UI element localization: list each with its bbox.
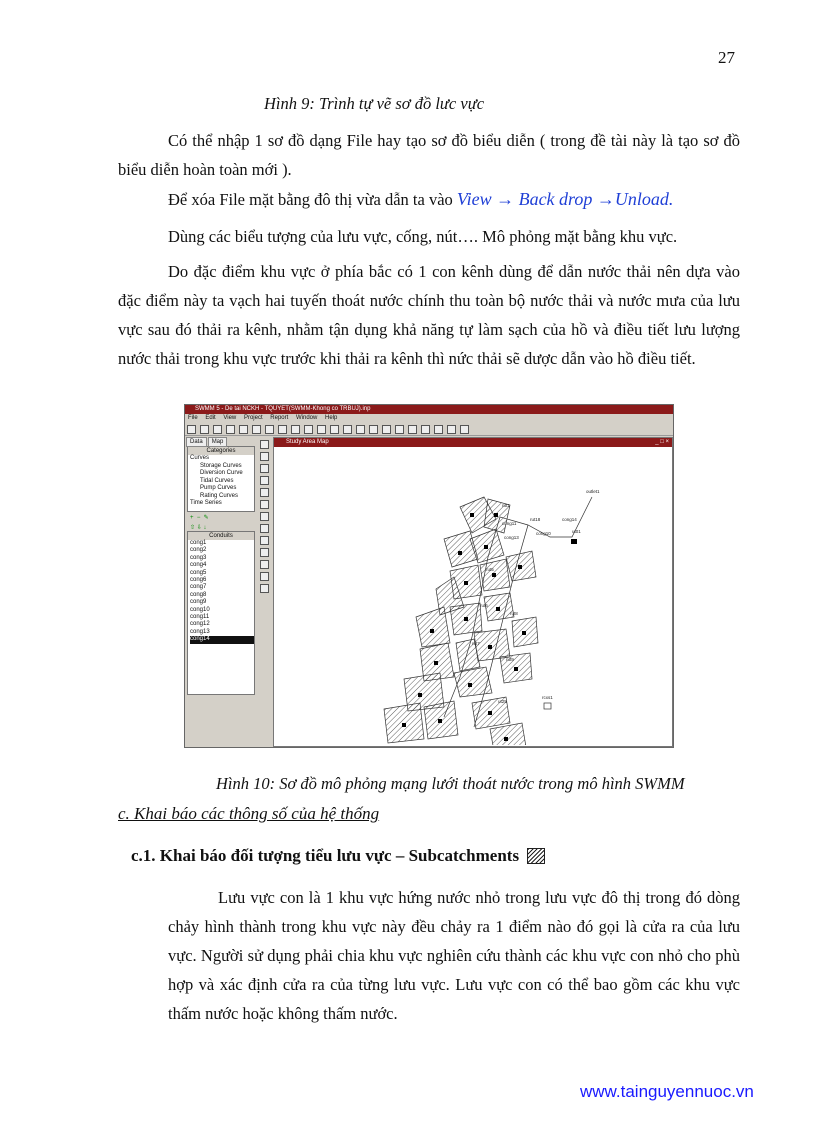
menu-view: View <box>223 415 237 421</box>
tree-item: Rating Curves <box>200 492 239 499</box>
swmm-screenshot <box>184 404 674 748</box>
map-label: rut18 <box>530 517 541 522</box>
map-label: ut01 <box>572 529 581 534</box>
tree-item: Tidal Curves <box>200 477 234 484</box>
categories-title: Categories <box>188 447 254 455</box>
map-label: rut6 <box>480 603 488 608</box>
map-label: rut7 <box>472 641 480 646</box>
list-item: cong5 <box>190 569 207 576</box>
figure-10-caption: Hình 10: Sơ đồ mô phỏng mạng lưới thoát nước trong mô hình SWMM <box>216 774 685 793</box>
conduits-title: Conduits <box>188 532 254 540</box>
map-label: cong14 <box>562 517 577 522</box>
section-heading-c1 <box>131 846 545 866</box>
map-label: rut5 <box>486 567 494 572</box>
map-label: ut25 <box>498 699 507 704</box>
list-item-selected: cong14 <box>190 636 254 643</box>
menu-edit: Edit <box>205 415 216 421</box>
menu-project: Project <box>243 415 263 421</box>
list-item: cong9 <box>190 599 207 606</box>
figure-9-caption: Hình 9: Trình tự vẽ sơ đồ lưc vực <box>264 94 485 113</box>
study-area-map: Study Area Map _ □ × outlet1 cong14 rut1 rut18 cong11 cong10 cong13 ut01 rut5 rut6 rut7 rut8 rut9 ut25 rcxs1 <box>273 437 673 747</box>
tab-data: Data <box>186 437 207 447</box>
category-tree <box>188 455 254 511</box>
map-label: rut8 <box>510 611 518 616</box>
map-drawing <box>274 447 672 745</box>
map-label: rut9 <box>506 657 514 662</box>
paragraph-2 <box>168 185 748 214</box>
paragraph-2-text: Để xóa File mặt bằng đô thị vừa dẫn ta vào <box>168 190 457 209</box>
list-item: cong6 <box>190 577 207 584</box>
tree-item: Pump Curves <box>200 485 237 491</box>
list-item: cong2 <box>190 547 207 554</box>
menu-help: Help <box>325 415 338 421</box>
tree-item: Curves <box>190 455 210 461</box>
swmm-browser-panel <box>186 437 256 745</box>
map-title: Study Area Map <box>286 439 329 445</box>
list-item: cong7 <box>190 584 207 591</box>
list-item: cong3 <box>190 554 207 561</box>
list-item: cong4 <box>190 562 207 569</box>
map-label: rcxs1 <box>542 695 553 700</box>
footer-url: www.tainguyennuoc.vn <box>580 1082 754 1101</box>
menu-report: Report <box>270 415 289 421</box>
browser-buttons: + − ✎ ⇧ ⇩ ↓ <box>190 515 209 531</box>
swmm-toolbar <box>185 423 673 436</box>
map-label: cong11 <box>502 521 517 526</box>
menu-window: Window <box>295 415 318 421</box>
map-label: cong13 <box>504 535 519 540</box>
list-item: cong11 <box>190 614 210 621</box>
tree-item: Time Series <box>190 500 222 506</box>
list-item: cong10 <box>190 606 210 613</box>
swmm-title-bar: SWMM 5 - De tai NCKH - TQUYET(SWMM-Khong co TRBUJ).inp <box>185 405 673 414</box>
menu-path-link: View → Back drop →Unload. <box>456 189 674 209</box>
paragraph-5: Lưu vực con là 1 khu vực hứng nước nhỏ trong lưu vực đô thị trong đó dòng chảy hình thành trong khu vực này đều chảy ra 1 điểm nào đó gọi là cửa ra của lưu vực. Người sử dụng phải chia khu vực nghiên cứu thành các khu vực con nhỏ cho phù hợp và xác định cửa ra của từng lưu vực. Lưu vực con có thể bao gồm các khu vực thấm nước hoặc không thấm nước. <box>168 888 740 1023</box>
subcatchment-icon <box>527 848 545 864</box>
swmm-object-toolbar <box>258 437 271 745</box>
tab-map: Map <box>208 437 228 447</box>
map-label: cong10 <box>536 531 551 536</box>
list-item: cong8 <box>190 591 207 598</box>
conduit-list <box>188 540 254 694</box>
tree-item: Diversion Curve <box>200 470 243 476</box>
paragraph-3: Dùng các biểu tượng của lưu vực, cống, nút…. Mô phỏng mặt bằng khu vực. <box>168 227 678 246</box>
tree-item: Storage Curves <box>200 462 242 469</box>
page-number: 27 <box>718 48 735 67</box>
map-label: outlet1 <box>586 489 600 494</box>
map-label: rut1 <box>502 503 510 508</box>
paragraph-4: Do đặc điểm khu vực ở phía bắc có 1 con kênh dùng để dẫn nước thải nên dựa vào đặc điểm này ta vạch hai tuyến thoát nước chính thu toàn bộ nước thải và nước mưa của lưu vực sau đó thải ra kênh, nhằm tận dụng khả năng tự làm sạch của hồ và điều tiết lưu lượng nước thải trong khu vực trước khi thải ra kênh thì nức thải sẽ dược dẫn vào hồ điều tiết. <box>118 262 740 368</box>
section-heading-c: c. Khai báo các thông số của hệ thống <box>118 804 380 823</box>
swmm-menu-bar <box>185 414 673 423</box>
section-heading-c1-text: c.1. Khai báo đối tượng tiểu lưu vực – Subcatchments <box>131 846 520 865</box>
list-item: cong13 <box>190 628 210 635</box>
list-item: cong1 <box>190 540 207 546</box>
list-item: cong12 <box>190 621 210 628</box>
menu-file: File <box>188 415 198 421</box>
paragraph-1: Có thể nhập 1 sơ đồ dạng File hay tạo sơ đồ biểu diễn ( trong đề tài này là tạo sơ đồ biểu diễn hoàn toàn mới ). <box>118 131 740 179</box>
